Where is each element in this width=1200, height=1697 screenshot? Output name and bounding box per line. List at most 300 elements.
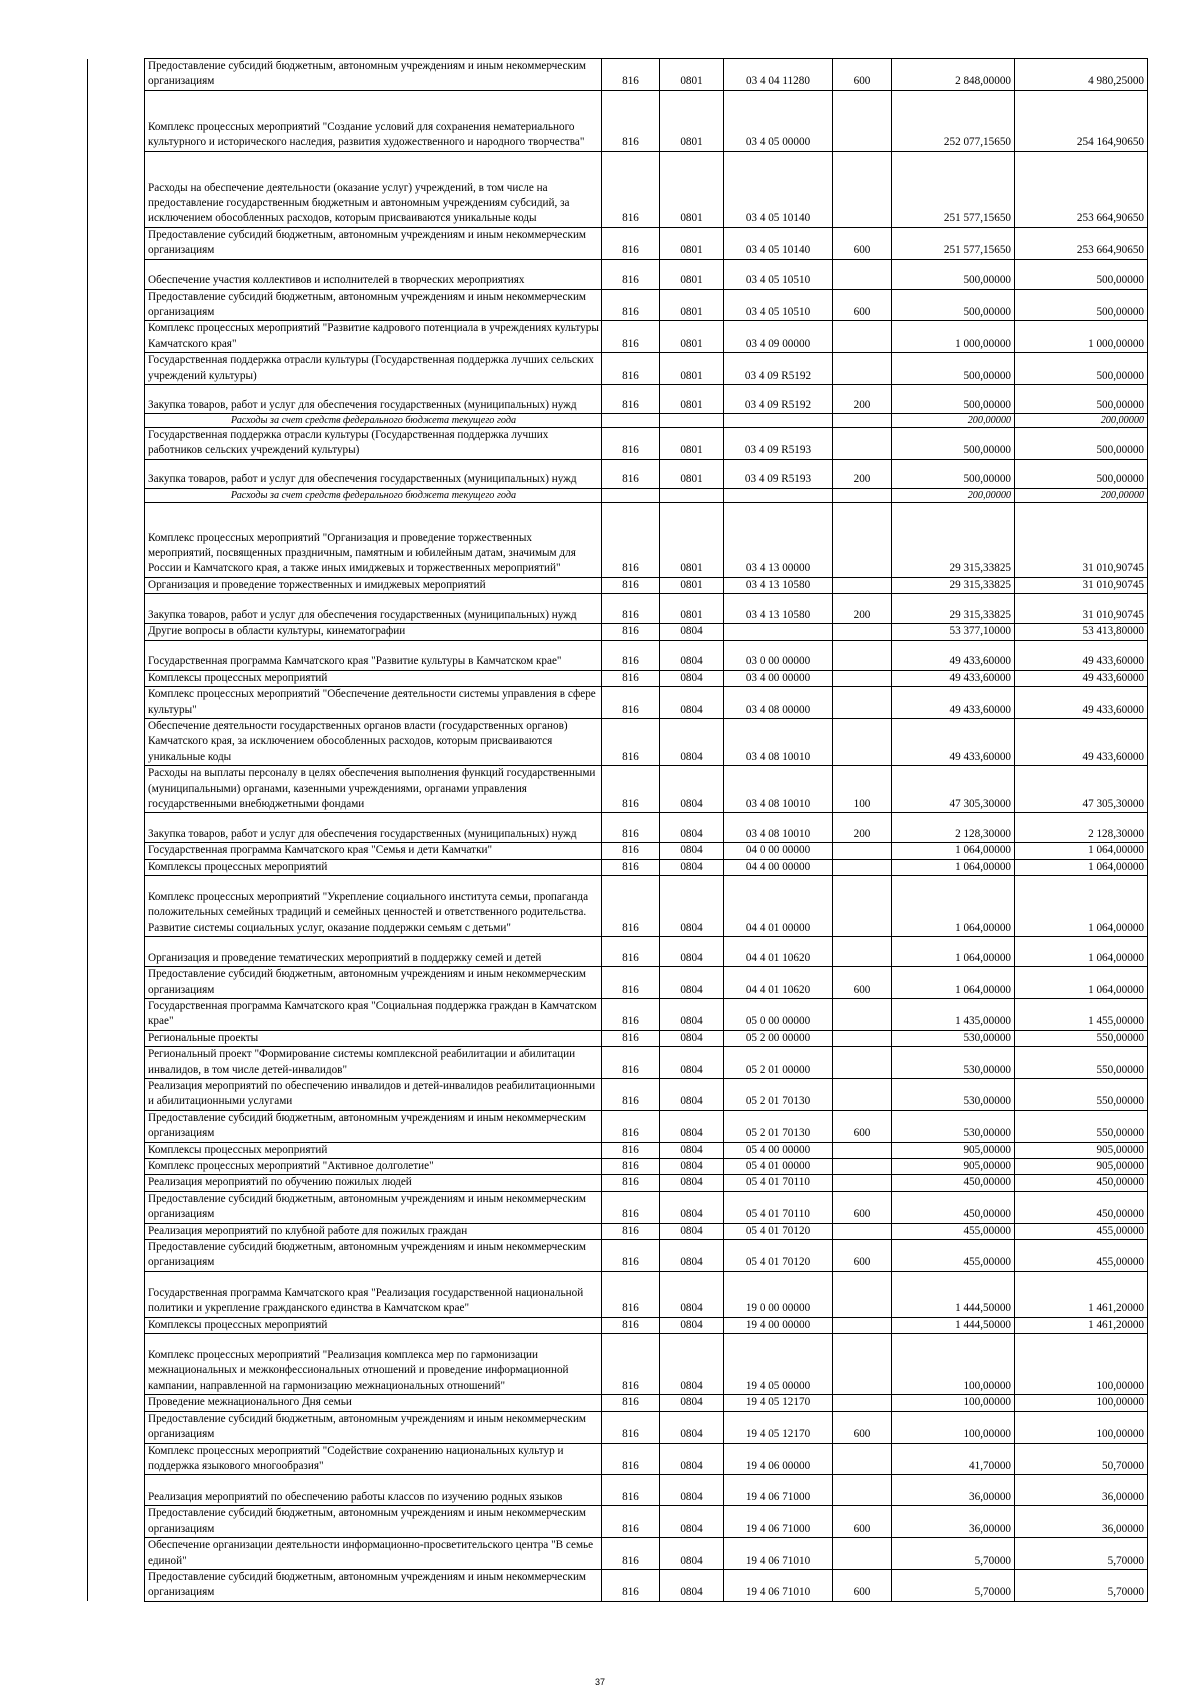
ministry-code-cell: 816 — [602, 1240, 660, 1272]
amount-year2-cell: 100,00000 — [1015, 1411, 1148, 1443]
expense-type-code-cell — [833, 414, 892, 428]
expense-name-cell: Предоставление субсидий бюджетным, автономным учреждениям и иным некоммерческим организациям — [145, 227, 602, 259]
target-item-code-cell: 03 4 00 00000 — [724, 670, 833, 686]
expense-name-cell: Предоставление субсидий бюджетным, автономным учреждениям и иным некоммерческим организациям — [145, 1240, 602, 1272]
ministry-code-cell: 816 — [602, 687, 660, 719]
expense-name-cell: Расходы на обеспечение деятельности (оказание услуг) учреждений, в том числе на предоставление государственным бюджетным и автономным учреждениям субсидий, за исключением обособленных расходов, которым присваиваются уникальные коды — [145, 151, 602, 227]
target-item-code-cell: 03 4 08 10010 — [724, 766, 833, 813]
row-margin-cell — [88, 876, 145, 937]
expense-name-cell: Комплекс процессных мероприятий "Реализация комплекса мер по гармонизации межнациональных и межконфессиональных отношений и проведение информационной кампании, направленной на гармонизацию межнациональных отношений" — [145, 1334, 602, 1395]
amount-year1-cell: 450,00000 — [892, 1175, 1015, 1191]
amount-year2-cell: 36,00000 — [1015, 1475, 1148, 1506]
table-row — [88, 577, 1148, 593]
amount-year1-cell: 500,00000 — [892, 259, 1015, 289]
table-row — [88, 1334, 1148, 1395]
table-row — [88, 259, 1148, 289]
row-margin-cell — [88, 1223, 145, 1239]
row-margin-cell — [88, 859, 145, 875]
expense-name-cell: Расходы на выплаты персоналу в целях обеспечения выполнения функций государственными (муниципальными) органами, казенными учреждениями, органами управления государственными внебюджетными фондами — [145, 766, 602, 813]
row-margin-cell — [88, 289, 145, 321]
amount-year2-cell: 49 433,60000 — [1015, 670, 1148, 686]
amount-year2-cell: 500,00000 — [1015, 289, 1148, 321]
target-item-code-cell: 03 4 08 10010 — [724, 813, 833, 843]
expense-name-cell: Предоставление субсидий бюджетным, автономным учреждениям и иным некоммерческим организациям — [145, 59, 602, 91]
row-margin-cell — [88, 59, 145, 91]
table-row — [88, 1047, 1148, 1079]
table-row — [88, 1110, 1148, 1142]
expense-name-cell: Закупка товаров, работ и услуг для обеспечения государственных (муниципальных) нужд — [145, 594, 602, 624]
expense-name-cell: Государственная программа Камчатского края "Развитие культуры в Камчатском крае" — [145, 640, 602, 670]
expense-name-cell: Другие вопросы в области культуры, кинематографии — [145, 624, 602, 640]
amount-year2-cell: 36,00000 — [1015, 1506, 1148, 1538]
target-item-code-cell — [724, 414, 833, 428]
expense-name-cell: Комплекс процессных мероприятий "Укрепление социального института семьи, пропаганда положительных семейных традиций и семейных ценностей и ответственного родительства. Развитие системы социальных услуг, оказание поддержки семьям с детьми" — [145, 876, 602, 937]
amount-year1-cell: 29 315,33825 — [892, 577, 1015, 593]
section-code-cell: 0804 — [660, 1079, 724, 1111]
section-code-cell: 0804 — [660, 670, 724, 686]
amount-year1-cell: 455,00000 — [892, 1223, 1015, 1239]
expense-type-code-cell — [833, 1317, 892, 1333]
amount-year2-cell: 50,70000 — [1015, 1443, 1148, 1475]
table-row — [88, 687, 1148, 719]
expense-name-cell: Комплекс процессных мероприятий "Развитие кадрового потенциала в учреждениях культуры Камчатского края" — [145, 321, 602, 353]
amount-year2-cell: 1 064,00000 — [1015, 967, 1148, 999]
expense-type-code-cell — [833, 488, 892, 502]
target-item-code-cell: 03 4 08 00000 — [724, 687, 833, 719]
amount-year2-cell: 550,00000 — [1015, 1047, 1148, 1079]
table-row — [88, 90, 1148, 151]
row-margin-cell — [88, 1443, 145, 1475]
target-item-code-cell: 03 4 05 10140 — [724, 151, 833, 227]
expense-name-cell: Предоставление субсидий бюджетным, автономным учреждениям и иным некоммерческим организациям — [145, 1191, 602, 1223]
row-margin-cell — [88, 1142, 145, 1158]
target-item-code-cell: 03 4 09 R5192 — [724, 353, 833, 385]
amount-year1-cell: 53 377,10000 — [892, 624, 1015, 640]
row-margin-cell — [88, 1395, 145, 1411]
table-row — [88, 59, 1148, 91]
row-margin-cell — [88, 151, 145, 227]
amount-year2-cell: 100,00000 — [1015, 1334, 1148, 1395]
target-item-code-cell: 03 4 09 R5193 — [724, 428, 833, 460]
table-row — [88, 1240, 1148, 1272]
section-code-cell: 0804 — [660, 937, 724, 967]
row-margin-cell — [88, 414, 145, 428]
section-code-cell: 0804 — [660, 998, 724, 1030]
target-item-code-cell: 05 4 01 70110 — [724, 1191, 833, 1223]
expense-type-code-cell — [833, 1079, 892, 1111]
section-code-cell: 0804 — [660, 843, 724, 859]
expense-name-cell: Государственная поддержка отрасли культуры (Государственная поддержка лучших работников сельских учреждений культуры) — [145, 428, 602, 460]
ministry-code-cell: 816 — [602, 227, 660, 259]
target-item-code-cell: 19 4 06 71010 — [724, 1538, 833, 1570]
amount-year2-cell: 47 305,30000 — [1015, 766, 1148, 813]
expense-name-cell: Обеспечение организации деятельности информационно-просветительского центра "В семье единой" — [145, 1538, 602, 1570]
expense-type-code-cell: 600 — [833, 59, 892, 91]
amount-year2-cell: 1 461,20000 — [1015, 1271, 1148, 1317]
amount-year2-cell: 100,00000 — [1015, 1395, 1148, 1411]
amount-year1-cell: 36,00000 — [892, 1506, 1015, 1538]
target-item-code-cell: 19 4 05 00000 — [724, 1334, 833, 1395]
section-code-cell: 0804 — [660, 1443, 724, 1475]
row-margin-cell — [88, 1175, 145, 1191]
amount-year1-cell: 200,00000 — [892, 488, 1015, 502]
target-item-code-cell: 04 0 00 00000 — [724, 843, 833, 859]
ministry-code-cell: 816 — [602, 967, 660, 999]
federal-budget-subrow — [88, 488, 1148, 502]
expense-type-code-cell — [833, 1271, 892, 1317]
expense-type-code-cell — [833, 843, 892, 859]
expense-name-cell: Комплексы процессных мероприятий — [145, 1142, 602, 1158]
expense-type-code-cell — [833, 876, 892, 937]
expense-name-cell: Закупка товаров, работ и услуг для обеспечения государственных (муниципальных) нужд — [145, 385, 602, 414]
expense-name-cell: Государственная поддержка отрасли культуры (Государственная поддержка лучших сельских учреждений культуры) — [145, 353, 602, 385]
ministry-code-cell: 816 — [602, 624, 660, 640]
amount-year2-cell: 550,00000 — [1015, 1079, 1148, 1111]
amount-year1-cell: 530,00000 — [892, 1030, 1015, 1046]
ministry-code-cell: 816 — [602, 1506, 660, 1538]
expense-name-cell: Реализация мероприятий по клубной работе для пожилых граждан — [145, 1223, 602, 1239]
section-code-cell: 0801 — [660, 577, 724, 593]
ministry-code-cell: 816 — [602, 1142, 660, 1158]
target-item-code-cell: 03 0 00 00000 — [724, 640, 833, 670]
expense-type-code-cell — [833, 670, 892, 686]
row-margin-cell — [88, 1047, 145, 1079]
expense-type-code-cell — [833, 1334, 892, 1395]
section-code-cell: 0804 — [660, 1047, 724, 1079]
table-row — [88, 353, 1148, 385]
table-row — [88, 766, 1148, 813]
amount-year1-cell: 5,70000 — [892, 1538, 1015, 1570]
ministry-code-cell: 816 — [602, 321, 660, 353]
table-row — [88, 1223, 1148, 1239]
table-row — [88, 859, 1148, 875]
amount-year1-cell: 5,70000 — [892, 1569, 1015, 1601]
expense-name-cell: Предоставление субсидий бюджетным, автономным учреждениям и иным некоммерческим организациям — [145, 1569, 602, 1601]
ministry-code-cell: 816 — [602, 577, 660, 593]
budget-table — [87, 58, 1148, 1602]
section-code-cell: 0801 — [660, 321, 724, 353]
table-row — [88, 624, 1148, 640]
expense-type-code-cell — [833, 353, 892, 385]
expense-type-code-cell — [833, 1047, 892, 1079]
ministry-code-cell: 816 — [602, 843, 660, 859]
ministry-code-cell: 816 — [602, 766, 660, 813]
table-row — [88, 1271, 1148, 1317]
amount-year2-cell: 200,00000 — [1015, 414, 1148, 428]
row-margin-cell — [88, 577, 145, 593]
expense-type-code-cell — [833, 502, 892, 577]
target-item-code-cell: 03 4 09 R5193 — [724, 459, 833, 488]
ministry-code-cell: 816 — [602, 353, 660, 385]
amount-year2-cell: 500,00000 — [1015, 428, 1148, 460]
table-row — [88, 1079, 1148, 1111]
row-margin-cell — [88, 1271, 145, 1317]
amount-year1-cell: 100,00000 — [892, 1411, 1015, 1443]
amount-year2-cell: 1 000,00000 — [1015, 321, 1148, 353]
amount-year2-cell: 49 433,60000 — [1015, 718, 1148, 765]
row-margin-cell — [88, 90, 145, 151]
row-margin-cell — [88, 459, 145, 488]
amount-year1-cell: 1 064,00000 — [892, 967, 1015, 999]
expense-type-code-cell — [833, 1030, 892, 1046]
expense-type-code-cell: 600 — [833, 289, 892, 321]
ministry-code-cell: 816 — [602, 718, 660, 765]
section-code-cell: 0804 — [660, 967, 724, 999]
section-code-cell: 0801 — [660, 353, 724, 385]
section-code-cell: 0804 — [660, 876, 724, 937]
amount-year2-cell: 49 433,60000 — [1015, 687, 1148, 719]
amount-year2-cell: 31 010,90745 — [1015, 594, 1148, 624]
expense-name-cell: Расходы за счет средств федерального бюджета текущего года — [145, 414, 602, 428]
amount-year2-cell: 550,00000 — [1015, 1030, 1148, 1046]
target-item-code-cell: 05 2 01 00000 — [724, 1047, 833, 1079]
section-code-cell: 0804 — [660, 1223, 724, 1239]
row-margin-cell — [88, 1569, 145, 1601]
expense-name-cell: Предоставление субсидий бюджетным, автономным учреждениям и иным некоммерческим организациям — [145, 1110, 602, 1142]
row-margin-cell — [88, 718, 145, 765]
target-item-code-cell: 04 4 01 10620 — [724, 937, 833, 967]
table-row — [88, 227, 1148, 259]
amount-year1-cell: 1 064,00000 — [892, 843, 1015, 859]
section-code-cell: 0804 — [660, 1538, 724, 1570]
expense-type-code-cell: 200 — [833, 813, 892, 843]
expense-name-cell: Комплекс процессных мероприятий "Организация и проведение торжественных мероприятий, посвященных праздничным, памятным и юбилейным датам, значимым для России и Камчатского края, а также иных имиджевых и торжественных мероприятий" — [145, 502, 602, 577]
ministry-code-cell: 816 — [602, 90, 660, 151]
amount-year1-cell: 1 064,00000 — [892, 876, 1015, 937]
amount-year2-cell: 1 064,00000 — [1015, 876, 1148, 937]
amount-year2-cell: 2 128,30000 — [1015, 813, 1148, 843]
row-margin-cell — [88, 670, 145, 686]
expense-name-cell: Организация и проведение тематических мероприятий в поддержку семей и детей — [145, 937, 602, 967]
row-margin-cell — [88, 687, 145, 719]
table-row — [88, 1395, 1148, 1411]
ministry-code-cell: 816 — [602, 670, 660, 686]
section-code-cell: 0804 — [660, 1110, 724, 1142]
table-row — [88, 937, 1148, 967]
target-item-code-cell: 05 4 00 00000 — [724, 1142, 833, 1158]
table-row — [88, 1569, 1148, 1601]
amount-year1-cell: 500,00000 — [892, 353, 1015, 385]
expense-type-code-cell — [833, 1475, 892, 1506]
expense-type-code-cell: 100 — [833, 766, 892, 813]
expense-type-code-cell — [833, 859, 892, 875]
amount-year1-cell: 530,00000 — [892, 1079, 1015, 1111]
amount-year2-cell: 5,70000 — [1015, 1569, 1148, 1601]
section-code-cell: 0804 — [660, 1159, 724, 1175]
row-margin-cell — [88, 488, 145, 502]
amount-year1-cell: 2 128,30000 — [892, 813, 1015, 843]
ministry-code-cell — [602, 488, 660, 502]
expense-name-cell: Проведение межнационального Дня семьи — [145, 1395, 602, 1411]
expense-type-code-cell: 600 — [833, 227, 892, 259]
target-item-code-cell: 05 2 01 70130 — [724, 1079, 833, 1111]
amount-year2-cell: 550,00000 — [1015, 1110, 1148, 1142]
expense-type-code-cell — [833, 151, 892, 227]
section-code-cell: 0801 — [660, 428, 724, 460]
amount-year2-cell: 31 010,90745 — [1015, 502, 1148, 577]
target-item-code-cell: 03 4 09 00000 — [724, 321, 833, 353]
expense-name-cell: Реализация мероприятий по обеспечению работы классов по изучению родных языков — [145, 1475, 602, 1506]
section-code-cell: 0804 — [660, 718, 724, 765]
ministry-code-cell: 816 — [602, 1271, 660, 1317]
section-code-cell: 0801 — [660, 151, 724, 227]
amount-year2-cell: 1 455,00000 — [1015, 998, 1148, 1030]
amount-year2-cell: 4 980,25000 — [1015, 59, 1148, 91]
ministry-code-cell: 816 — [602, 1047, 660, 1079]
expense-name-cell: Обеспечение участия коллективов и исполнителей в творческих мероприятиях — [145, 259, 602, 289]
ministry-code-cell: 816 — [602, 1159, 660, 1175]
expense-type-code-cell — [833, 1223, 892, 1239]
expense-type-code-cell — [833, 624, 892, 640]
amount-year2-cell: 905,00000 — [1015, 1159, 1148, 1175]
ministry-code-cell: 816 — [602, 1317, 660, 1333]
section-code-cell: 0801 — [660, 594, 724, 624]
row-margin-cell — [88, 1159, 145, 1175]
expense-type-code-cell: 600 — [833, 967, 892, 999]
section-code-cell: 0804 — [660, 1334, 724, 1395]
table-row — [88, 1538, 1148, 1570]
table-row — [88, 385, 1148, 414]
expense-type-code-cell — [833, 1443, 892, 1475]
target-item-code-cell: 05 2 00 00000 — [724, 1030, 833, 1046]
amount-year2-cell: 254 164,90650 — [1015, 90, 1148, 151]
target-item-code-cell: 05 4 01 70110 — [724, 1175, 833, 1191]
target-item-code-cell: 19 4 06 71000 — [724, 1506, 833, 1538]
expense-name-cell: Реализация мероприятий по обеспечению инвалидов и детей-инвалидов реабилитационными и абилитационными услугами — [145, 1079, 602, 1111]
target-item-code-cell: 03 4 05 00000 — [724, 90, 833, 151]
target-item-code-cell: 05 4 01 00000 — [724, 1159, 833, 1175]
amount-year1-cell: 49 433,60000 — [892, 687, 1015, 719]
target-item-code-cell — [724, 624, 833, 640]
expense-name-cell: Комплексы процессных мероприятий — [145, 1317, 602, 1333]
target-item-code-cell: 03 4 13 00000 — [724, 502, 833, 577]
target-item-code-cell: 03 4 05 10140 — [724, 227, 833, 259]
expense-name-cell: Региональные проекты — [145, 1030, 602, 1046]
amount-year1-cell: 200,00000 — [892, 414, 1015, 428]
section-code-cell: 0804 — [660, 1240, 724, 1272]
expense-name-cell: Государственная программа Камчатского края "Семья и дети Камчатки" — [145, 843, 602, 859]
ministry-code-cell: 816 — [602, 1110, 660, 1142]
amount-year2-cell: 500,00000 — [1015, 385, 1148, 414]
expense-type-code-cell — [833, 428, 892, 460]
amount-year1-cell: 49 433,60000 — [892, 640, 1015, 670]
section-code-cell — [660, 488, 724, 502]
section-code-cell: 0804 — [660, 813, 724, 843]
ministry-code-cell: 816 — [602, 59, 660, 91]
amount-year2-cell: 1 064,00000 — [1015, 937, 1148, 967]
amount-year2-cell: 1 064,00000 — [1015, 859, 1148, 875]
ministry-code-cell: 816 — [602, 813, 660, 843]
ministry-code-cell: 816 — [602, 998, 660, 1030]
amount-year1-cell: 905,00000 — [892, 1142, 1015, 1158]
ministry-code-cell: 816 — [602, 289, 660, 321]
amount-year1-cell: 530,00000 — [892, 1047, 1015, 1079]
amount-year2-cell: 500,00000 — [1015, 459, 1148, 488]
row-margin-cell — [88, 594, 145, 624]
amount-year1-cell: 47 305,30000 — [892, 766, 1015, 813]
amount-year1-cell: 2 848,00000 — [892, 59, 1015, 91]
ministry-code-cell: 816 — [602, 1334, 660, 1395]
amount-year1-cell: 1 444,50000 — [892, 1317, 1015, 1333]
ministry-code-cell: 816 — [602, 259, 660, 289]
table-row — [88, 1443, 1148, 1475]
table-row — [88, 1317, 1148, 1333]
section-code-cell: 0804 — [660, 859, 724, 875]
section-code-cell: 0804 — [660, 1191, 724, 1223]
expense-type-code-cell: 600 — [833, 1191, 892, 1223]
ministry-code-cell: 816 — [602, 640, 660, 670]
expense-name-cell: Комплексы процессных мероприятий — [145, 859, 602, 875]
target-item-code-cell: 05 4 01 70120 — [724, 1223, 833, 1239]
table-row — [88, 843, 1148, 859]
ministry-code-cell: 816 — [602, 876, 660, 937]
expense-name-cell: Комплекс процессных мероприятий "Создание условий для сохранения нематериального культурного и исторического наследия, развития художественного и народного творчества" — [145, 90, 602, 151]
amount-year2-cell: 253 664,90650 — [1015, 151, 1148, 227]
section-code-cell: 0804 — [660, 1475, 724, 1506]
expense-type-code-cell — [833, 1395, 892, 1411]
row-margin-cell — [88, 937, 145, 967]
ministry-code-cell: 816 — [602, 594, 660, 624]
amount-year1-cell: 252 077,15650 — [892, 90, 1015, 151]
target-item-code-cell: 19 4 06 71000 — [724, 1475, 833, 1506]
target-item-code-cell: 03 4 04 11280 — [724, 59, 833, 91]
amount-year1-cell: 1 000,00000 — [892, 321, 1015, 353]
expense-name-cell: Комплекс процессных мероприятий "Содействие сохранению национальных культур и поддержка языкового многообразия" — [145, 1443, 602, 1475]
section-code-cell: 0804 — [660, 624, 724, 640]
table-row — [88, 876, 1148, 937]
row-margin-cell — [88, 1079, 145, 1111]
table-row — [88, 1506, 1148, 1538]
row-margin-cell — [88, 227, 145, 259]
table-row — [88, 1175, 1148, 1191]
target-item-code-cell: 05 2 01 70130 — [724, 1110, 833, 1142]
section-code-cell: 0804 — [660, 1506, 724, 1538]
amount-year1-cell: 251 577,15650 — [892, 227, 1015, 259]
ministry-code-cell: 816 — [602, 385, 660, 414]
target-item-code-cell: 19 4 06 71010 — [724, 1569, 833, 1601]
amount-year2-cell: 53 413,80000 — [1015, 624, 1148, 640]
table-row — [88, 1475, 1148, 1506]
expense-type-code-cell — [833, 998, 892, 1030]
expense-type-code-cell — [833, 1175, 892, 1191]
expense-name-cell: Государственная программа Камчатского края "Реализация государственной национальной политики и укрепление гражданского единства в Камчатском крае" — [145, 1271, 602, 1317]
row-margin-cell — [88, 998, 145, 1030]
expense-name-cell: Закупка товаров, работ и услуг для обеспечения государственных (муниципальных) нужд — [145, 459, 602, 488]
ministry-code-cell: 816 — [602, 937, 660, 967]
row-margin-cell — [88, 813, 145, 843]
target-item-code-cell: 03 4 05 10510 — [724, 259, 833, 289]
federal-budget-subrow — [88, 414, 1148, 428]
target-item-code-cell: 04 4 00 00000 — [724, 859, 833, 875]
expense-name-cell: Комплексы процессных мероприятий — [145, 670, 602, 686]
target-item-code-cell: 03 4 13 10580 — [724, 594, 833, 624]
expense-name-cell: Обеспечение деятельности государственных органов власти (государственных органов) Камчатского края, за исключением обособленных расходов, которым присваиваются уникальные коды — [145, 718, 602, 765]
section-code-cell: 0804 — [660, 1030, 724, 1046]
row-margin-cell — [88, 502, 145, 577]
table-row — [88, 289, 1148, 321]
section-code-cell — [660, 414, 724, 428]
ministry-code-cell: 816 — [602, 1395, 660, 1411]
expense-type-code-cell — [833, 687, 892, 719]
amount-year1-cell: 500,00000 — [892, 428, 1015, 460]
amount-year1-cell: 49 433,60000 — [892, 670, 1015, 686]
ministry-code-cell: 816 — [602, 1569, 660, 1601]
section-code-cell: 0801 — [660, 90, 724, 151]
target-item-code-cell: 04 4 01 10620 — [724, 967, 833, 999]
amount-year2-cell: 455,00000 — [1015, 1223, 1148, 1239]
ministry-code-cell: 816 — [602, 1538, 660, 1570]
amount-year1-cell: 1 064,00000 — [892, 859, 1015, 875]
